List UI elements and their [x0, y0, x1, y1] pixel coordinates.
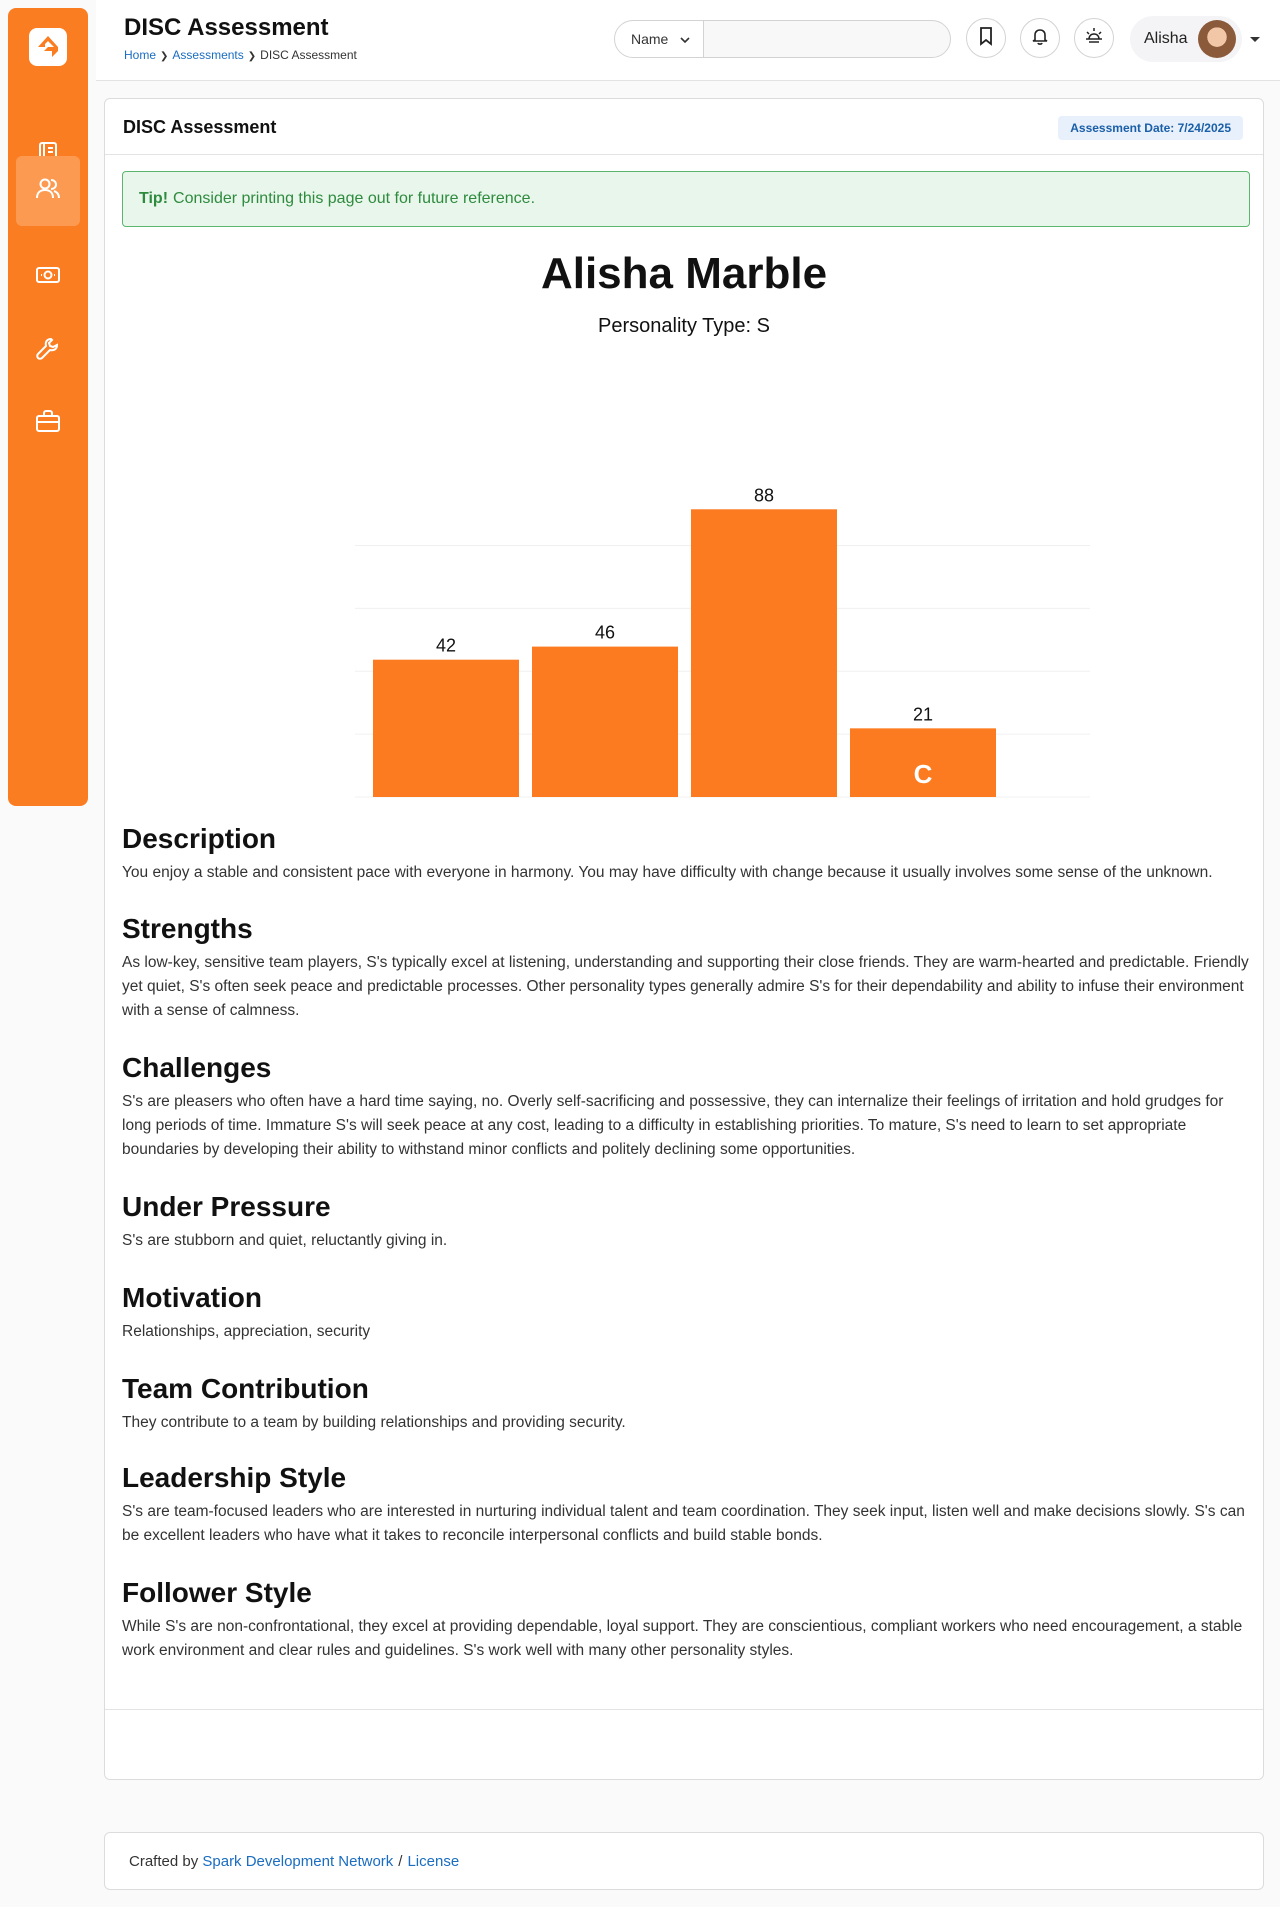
section-strengths [122, 913, 1250, 1023]
section-motivation [122, 1282, 1250, 1344]
section-heading: Follower Style [122, 1577, 312, 1608]
search-type-label: Name [631, 31, 669, 47]
chart-value-label: 88 [753, 485, 775, 506]
chart-value-label: 42 [435, 635, 457, 656]
user-name: Alisha [1144, 30, 1188, 47]
tip-label: Tip! [139, 190, 169, 207]
briefcase-icon [34, 408, 62, 439]
section-heading: Motivation [122, 1282, 262, 1313]
chart-bar-letter: C [913, 759, 933, 789]
page-footer [104, 1832, 1264, 1890]
chart-bar [691, 509, 837, 797]
chart-value-label: 21 [912, 704, 934, 725]
section-follower-style [122, 1577, 1250, 1663]
chevron-right-icon: ❯ [247, 51, 257, 62]
section-text: Relationships, appreciation, security [122, 1323, 371, 1340]
disc-card [104, 98, 1264, 1780]
section-description [122, 823, 1250, 885]
app-logo-icon[interactable] [29, 28, 67, 66]
people-icon [34, 175, 62, 208]
card-footer-divider [105, 1709, 1263, 1710]
personality-type: Personality Type: S [598, 315, 770, 337]
section-text: S's are team-focused leaders who are interested in nurturing individual talent and team coordination. They seek input, listen well and make decisions slowly. S's can be excellent leaders who have what it takes to reconcile interpersonal conflicts and build stable bonds. [122, 1503, 1245, 1544]
section-challenges [122, 1052, 1250, 1162]
top-header [96, 0, 1280, 81]
section-text: You enjoy a stable and consistent pace with everyone in harmony. You may have difficulty with change because it usually involves some sense of the unknown. [122, 864, 1213, 881]
tip-alert [122, 171, 1250, 227]
chevron-down-icon[interactable] [1248, 32, 1262, 50]
chart-bar [532, 647, 678, 797]
section-team-contribution [122, 1373, 1250, 1435]
card-title: DISC Assessment [123, 117, 277, 137]
chart-value-label: 46 [594, 622, 616, 643]
section-text: As low-key, sensitive team players, S's typically excel at listening, understanding and supporting their close friends. They are warm-hearted and predictable. Friendly yet quiet, S's often seek peace and predictable processes. Other personality types generally admire S's for their dependability and ability to infuse their environment with a sense of calmness. [122, 954, 1249, 1019]
section-under-pressure [122, 1191, 1250, 1253]
section-leadership-style [122, 1462, 1250, 1548]
wrench-icon [34, 335, 62, 368]
section-text: They contribute to a team by building relationships and providing security. [122, 1414, 626, 1431]
chart-bar [373, 660, 519, 797]
chevron-right-icon: ❯ [160, 51, 169, 62]
section-heading: Challenges [122, 1052, 272, 1083]
tip-text: Consider printing this page out for future reference. [173, 190, 536, 207]
breadcrumb-current: DISC Assessment [260, 48, 357, 62]
section-heading: Description [122, 823, 277, 854]
search-type-select[interactable] [614, 20, 704, 58]
breadcrumb-assessments[interactable]: Assessments [172, 48, 244, 62]
section-heading: Team Contribution [122, 1373, 369, 1404]
sidebar-item-finance[interactable] [16, 242, 80, 312]
person-name: Alisha Marble [540, 249, 828, 298]
section-text: While S's are non-confrontational, they excel at providing dependable, loyal support. They are conscientious, compliant workers who need encouragement, a stable work environment and clear rules and guidelines. S's work well with many other personality styles. [122, 1618, 1243, 1659]
sidebar-item-people[interactable] [16, 156, 80, 226]
page-title: DISC Assessment [124, 14, 329, 41]
breadcrumb [124, 48, 357, 62]
bookmark-button[interactable] [966, 18, 1006, 58]
section-heading: Leadership Style [122, 1462, 347, 1493]
search-input[interactable] [703, 20, 951, 58]
cash-icon [34, 263, 62, 292]
sidebar-item-tools[interactable] [16, 316, 80, 386]
disc-bar-chart [105, 485, 1263, 841]
bookmark-icon [977, 26, 995, 51]
section-text: S's are pleasers who often have a hard time saying, no. Overly self-sacrificing and possessive, they can internalize their feelings of irritation and hold grudges for long periods of time. Immature S's will seek peace at any cost, leading to a difficulty in establishing priorities. To mature, S's need to learn to set appropriate boundaries by developing their ability to withstand minor conflicts and politely declining some opportunities. [122, 1093, 1224, 1158]
notifications-button[interactable] [1020, 18, 1060, 58]
theme-toggle-button[interactable] [1074, 18, 1114, 58]
section-heading: Under Pressure [122, 1191, 331, 1222]
section-text: S's are stubborn and quiet, reluctantly giving in. [122, 1232, 448, 1249]
chevron-down-icon [679, 33, 691, 49]
bell-icon [1030, 26, 1050, 51]
user-menu[interactable] [1130, 16, 1242, 62]
section-heading: Strengths [122, 913, 253, 944]
avatar [1198, 20, 1236, 58]
footer-separator: / [398, 1852, 403, 1870]
breadcrumb-home[interactable]: Home [124, 48, 157, 62]
sidebar [8, 8, 88, 806]
card-divider [105, 154, 1263, 155]
assessment-date-badge: Assessment Date: 7/24/2025 [1058, 116, 1243, 140]
sidebar-item-jobs[interactable] [16, 388, 80, 458]
sunrise-icon [1083, 26, 1105, 51]
footer-license-link[interactable]: License [407, 1852, 460, 1870]
footer-org-link[interactable]: Spark Development Network [202, 1852, 394, 1870]
footer-crafted-by: Crafted by [129, 1852, 199, 1870]
